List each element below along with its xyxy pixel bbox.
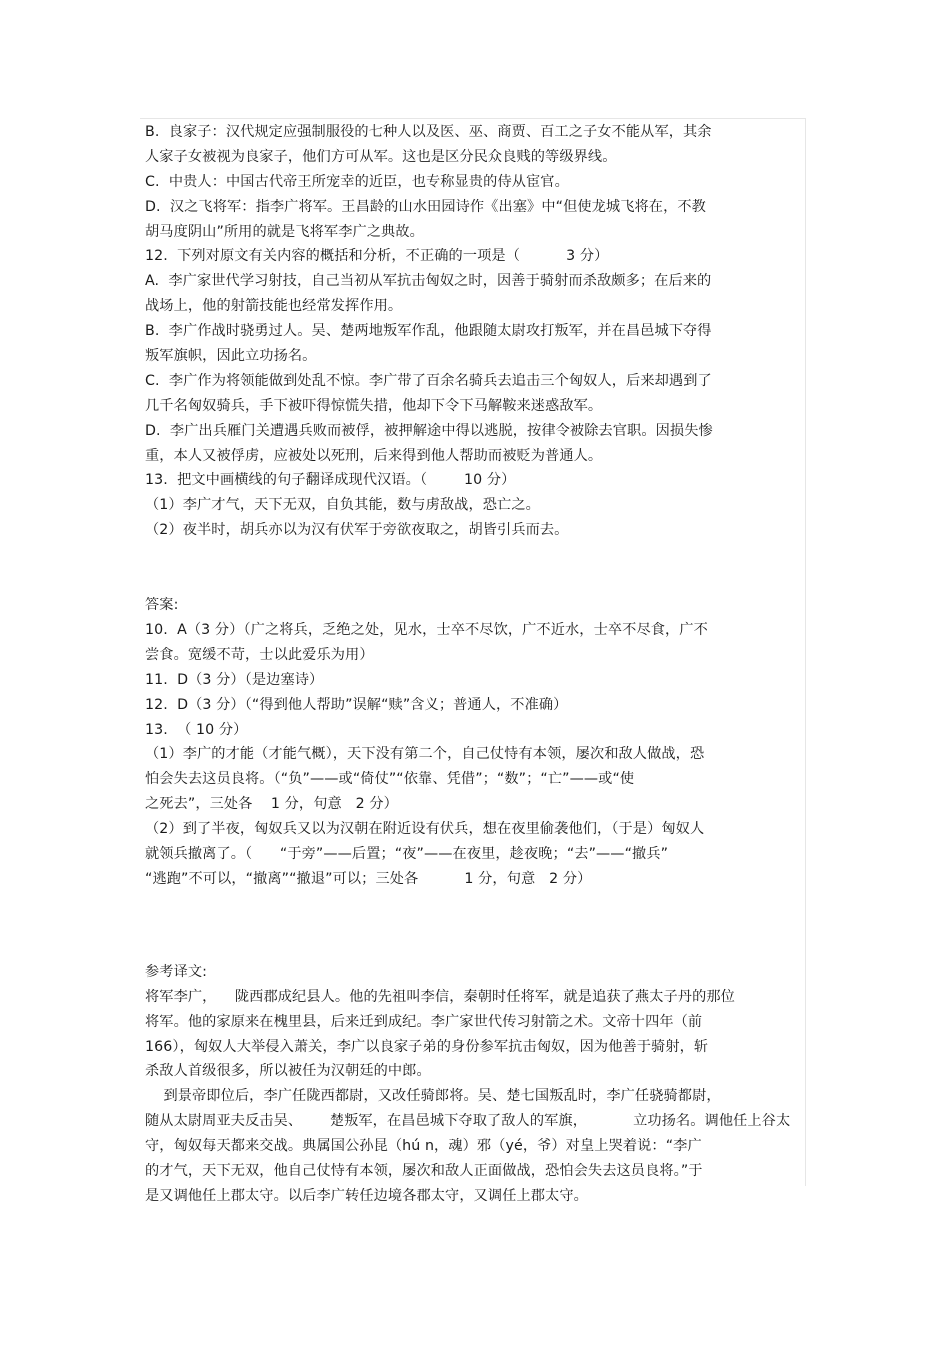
text-line: 之死去”，三处各 1 分，句意 2 分） [145, 796, 398, 813]
text-line: B. 李广作战时骁勇过人。吴、楚两地叛军作乱，他跟随太尉攻打叛军，并在昌邑城下夺得 [145, 323, 712, 340]
document-body [145, 120, 805, 1209]
text-line: “逃跑”不可以，“撤离”“撤退”可以；三处各 1 分，句意 2 分） [145, 870, 592, 887]
text-line: 是又调他任上郡太守。以后李广转任边境各郡太守，又调任上郡太守。 [145, 1187, 588, 1204]
text-line: 几千名匈奴骑兵，手下被吓得惊慌失措，他却下令下马解鞍来迷惑敌军。 [145, 397, 603, 414]
text-line: （1）李广才气，天下无双，自负其能，数与虏敌战，恐亡之。 [145, 497, 540, 514]
translation-section [145, 960, 805, 1209]
text-line: （2）到了半夜，匈奴兵又以为汉朝在附近设有伏兵，想在夜里偷袭他们，（于是）匈奴人 [145, 821, 705, 838]
spacer [145, 543, 805, 593]
text-line: 就领兵撤离了。（ “于旁”——后置；“夜”——在夜里，趁夜晚；“去”——“撤兵” [145, 846, 669, 863]
text-line: 胡马度阴山”所用的就是飞将军李广之典故。 [145, 223, 424, 240]
text-line: 将军李广， 陇西郡成纪县人。他的先祖叫李信，秦朝时任将军，就是追获了燕太子丹的那位 [145, 988, 735, 1005]
text-line: 人家子女被视为良家子，他们方可从军。这也是区分民众良贱的等级界线。 [145, 148, 617, 165]
text-line: 尝食。宽缓不苛，士以此爱乐为用） [145, 646, 374, 663]
spacer [145, 892, 805, 960]
text-line: 守，匈奴每天都来交战。典属国公孙昆（hú n，魂）邪（yé，爷）对皇上哭着说：“李广 [145, 1138, 702, 1155]
question-12 [145, 244, 805, 468]
text-line: 166），匈奴人大举侵入萧关，李广以良家子弟的身份参军抗击匈奴，因为他善于骑射，斩 [145, 1038, 709, 1055]
question-title: 12. 下列对原文有关内容的概括和分析，不正确的一项是（ 3 分） [145, 248, 609, 265]
text-line: 13. （ 10 分） [145, 721, 248, 738]
text-line: B. 良家子：汉代规定应强制服役的七种人以及医、巫、商贾、百工之子女不能从军，其余 [145, 124, 712, 140]
text-line: 叛军旗帜，因此立功扬名。 [145, 348, 317, 365]
text-line: 12. D（3 分）（“得到他人帮助”误解“赎”含义；普通人，不准确） [145, 696, 568, 713]
text-line: 11. D（3 分）（是边塞诗） [145, 671, 324, 688]
text-line: 的才气，天下无双，他自己仗恃有本领，屡次和敌人正面做战，恐怕会失去这员良将。”于 [145, 1162, 703, 1179]
text-line: 怕会失去这员良将。（“负”——或“倚仗”“依靠、凭借”；“数”；“亡”——或“使 [145, 771, 635, 788]
answers-section [145, 593, 805, 892]
text-line: （1）李广的才能（才能气概），天下没有第二个，自己仗恃有本领，屡次和敌人做战，恐 [145, 746, 705, 763]
text-line: C. 中贵人：中国古代帝王所宠幸的近臣，也专称显贵的侍从宦官。 [145, 173, 569, 190]
question-title: 13. 把文中画横线的句子翻译成现代汉语。（ 10 分） [145, 472, 516, 489]
text-line: 10. A（3 分）（广之将兵，乏绝之处，见水，士卒不尽饮，广不近水，士卒不尽食，广不 [145, 622, 708, 639]
translation-heading: 参考译文: [145, 963, 208, 980]
text-line: D. 李广出兵雁门关遭遇兵败而被俘，被押解途中得以逃脱，按律令被除去官职。因损失惨 [145, 422, 713, 439]
question-13 [145, 468, 805, 543]
text-line: （2）夜半时，胡兵亦以为汉有伏军于旁欲夜取之，胡皆引兵而去。 [145, 522, 569, 539]
text-line: C. 李广作为将领能做到处乱不惊。李广带了百余名骑兵去追击三个匈奴人，后来却遇到了 [145, 372, 712, 389]
text-line: 将军。他的家原来在槐里县，后来迁到成纪。李广家世代传习射箭之术。文帝十四年（前 [145, 1013, 703, 1030]
text-line: 到景帝即位后，李广任陇西都尉，又改任骑郎将。吴、楚七国叛乱时，李广任骁骑都尉， [145, 1088, 721, 1105]
text-line: D. 汉之飞将军：指李广将军。王昌龄的山水田园诗作《出塞》中“但使龙城飞将在，不教 [145, 198, 706, 215]
text-line: 战场上，他的射箭技能也经常发挥作用。 [145, 298, 403, 315]
text-line: 重，本人又被俘虏，应被处以死刑，后来得到他人帮助而被贬为普通人。 [145, 447, 603, 464]
text-line: 随从太尉周亚夫反击吴、 楚叛军，在昌邑城下夺取了敌人的军旗， 立功扬名。调他任上谷太 [145, 1113, 791, 1130]
question-11-options [145, 120, 805, 244]
text-line: A. 李广家世代学习射技，自己当初从军抗击匈奴之时，因善于骑射而杀敌颇多；在后来的 [145, 273, 712, 290]
text-line: 杀敌人首级很多，所以被任为汉朝廷的中郎。 [145, 1063, 431, 1080]
answers-heading: 答案: [145, 597, 179, 614]
